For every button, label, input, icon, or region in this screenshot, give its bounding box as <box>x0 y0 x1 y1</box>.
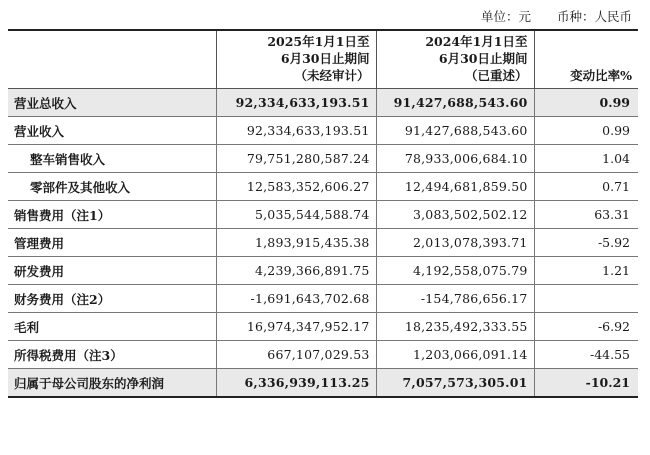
value-2025: 6,336,939,113.25 <box>216 369 376 398</box>
row-label: 所得税费用（注3） <box>8 341 216 369</box>
value-2025: 16,974,347,952.17 <box>216 313 376 341</box>
table-row <box>8 117 638 145</box>
row-label: 研发费用 <box>8 257 216 285</box>
change-rate <box>534 285 638 313</box>
row-label: 零部件及其他收入 <box>8 173 216 201</box>
value-2024: 91,427,688,543.60 <box>376 117 534 145</box>
header-period-2024: 2024年1月1日至 6月30日止期间 （已重述） <box>376 30 534 89</box>
value-2024: 91,427,688,543.60 <box>376 89 534 117</box>
financial-table <box>8 29 638 398</box>
table-row <box>8 313 638 341</box>
value-2025: 5,035,544,588.74 <box>216 201 376 229</box>
table-row <box>8 229 638 257</box>
value-2024: 7,057,573,305.01 <box>376 369 534 398</box>
row-label: 营业总收入 <box>8 89 216 117</box>
row-label: 销售费用（注1） <box>8 201 216 229</box>
change-rate: 1.04 <box>534 145 638 173</box>
header-item <box>8 30 216 89</box>
change-rate: 0.99 <box>534 117 638 145</box>
change-rate: 0.99 <box>534 89 638 117</box>
table-row <box>8 89 638 117</box>
value-2024: 3,083,502,502.12 <box>376 201 534 229</box>
unit-label: 单位：元 <box>480 9 531 24</box>
value-2025: 92,334,633,193.51 <box>216 89 376 117</box>
row-label: 管理费用 <box>8 229 216 257</box>
value-2024: 12,494,681,859.50 <box>376 173 534 201</box>
change-rate: -6.92 <box>534 313 638 341</box>
row-label: 毛利 <box>8 313 216 341</box>
value-2025: 1,893,915,435.38 <box>216 229 376 257</box>
header-row <box>8 30 638 89</box>
change-rate: -5.92 <box>534 229 638 257</box>
row-label: 营业收入 <box>8 117 216 145</box>
change-rate: 63.31 <box>534 201 638 229</box>
table-row <box>8 369 638 398</box>
change-rate: -44.55 <box>534 341 638 369</box>
value-2024: 78,933,006,684.10 <box>376 145 534 173</box>
value-2025: 79,751,280,587.24 <box>216 145 376 173</box>
value-2025: -1,691,643,702.68 <box>216 285 376 313</box>
row-label: 财务费用（注2） <box>8 285 216 313</box>
table-row <box>8 285 638 313</box>
header-period-2025: 2025年1月1日至 6月30日止期间 （未经审计） <box>216 30 376 89</box>
table-row <box>8 145 638 173</box>
table-row <box>8 201 638 229</box>
currency-label: 币种：人民币 <box>556 9 632 24</box>
value-2025: 667,107,029.53 <box>216 341 376 369</box>
table-row <box>8 257 638 285</box>
value-2024: 18,235,492,333.55 <box>376 313 534 341</box>
value-2025: 4,239,366,891.75 <box>216 257 376 285</box>
header-change-rate: 变动比率% <box>534 30 638 89</box>
value-2024: 2,013,078,393.71 <box>376 229 534 257</box>
row-label: 整车销售收入 <box>8 145 216 173</box>
change-rate: -10.21 <box>534 369 638 398</box>
table-row <box>8 341 638 369</box>
value-2024: -154,786,656.17 <box>376 285 534 313</box>
value-2025: 12,583,352,606.27 <box>216 173 376 201</box>
value-2024: 1,203,066,091.14 <box>376 341 534 369</box>
change-rate: 1.21 <box>534 257 638 285</box>
units-line <box>481 7 632 25</box>
value-2025: 92,334,633,193.51 <box>216 117 376 145</box>
row-label: 归属于母公司股东的净利润 <box>8 369 216 398</box>
value-2024: 4,192,558,075.79 <box>376 257 534 285</box>
change-rate: 0.71 <box>534 173 638 201</box>
table-row <box>8 173 638 201</box>
